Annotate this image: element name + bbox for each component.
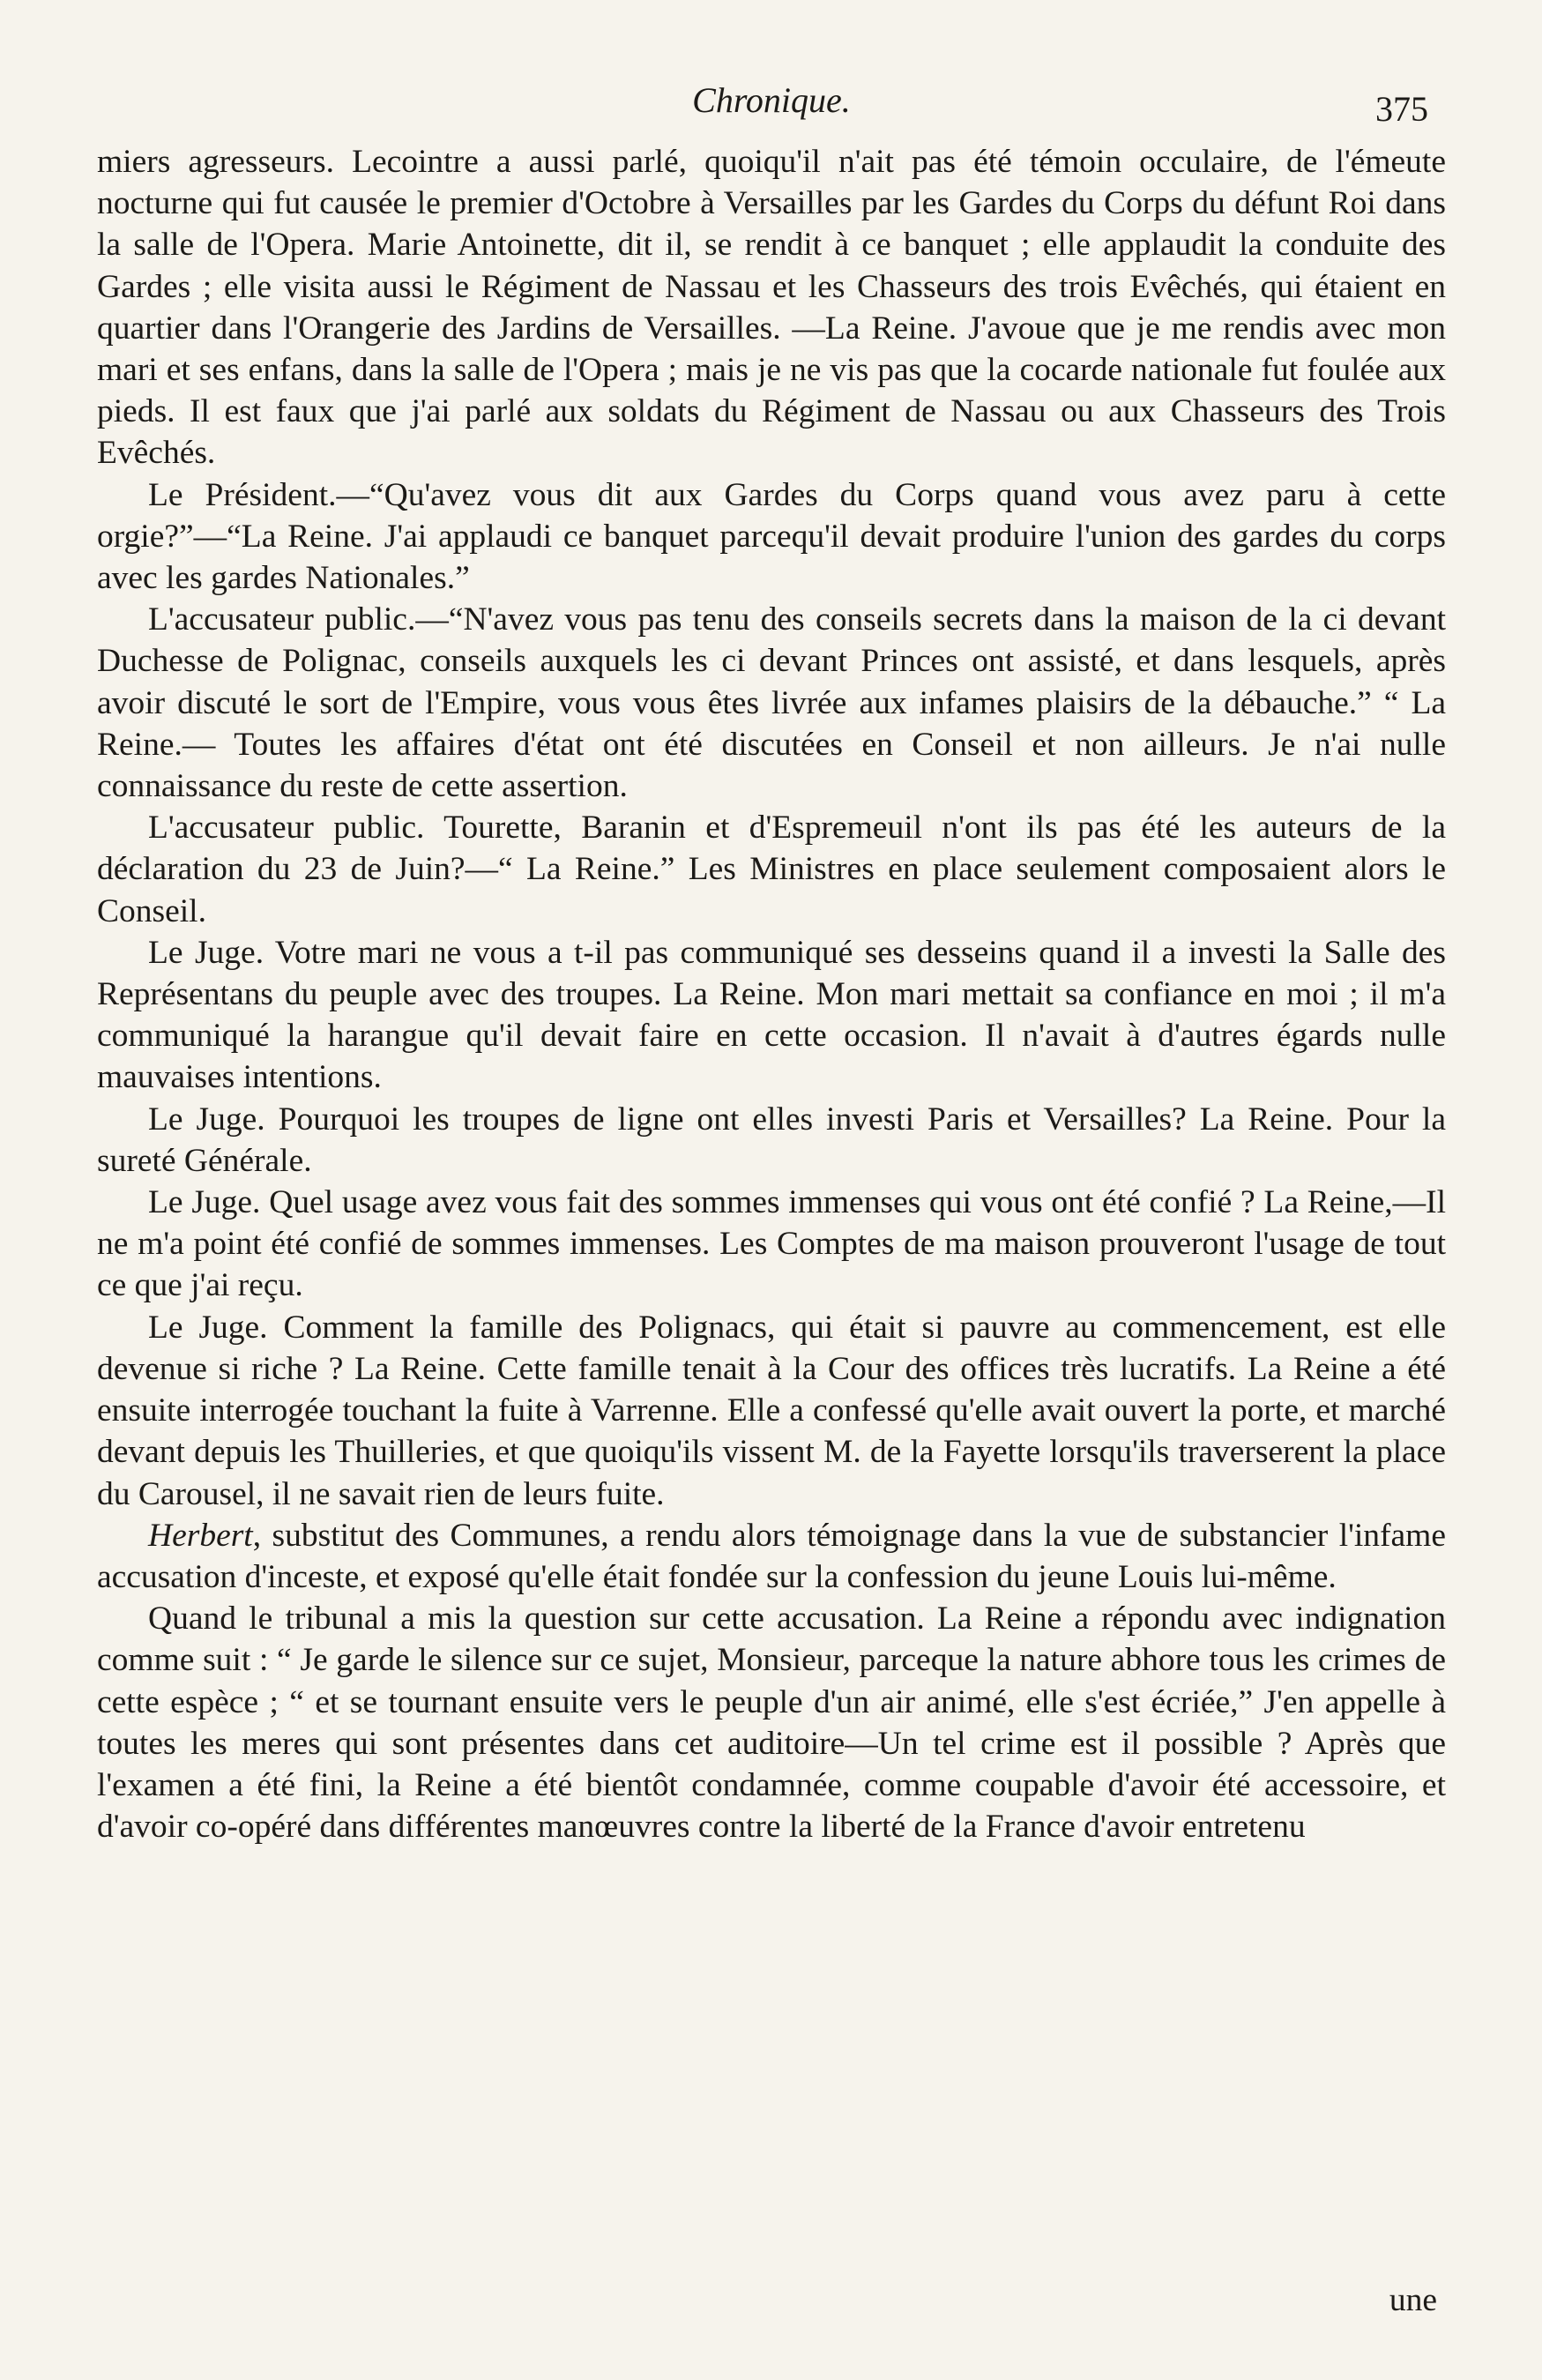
paragraph-8: Le Juge. Comment la famille des Polignacs, qui était si pauvre au commencement, est elle devenue si riche ? La Reine. Cette famille tenait à la Cour des offices très lucratifs. La Reine a été ensuite interrogée touchant la fuite à Varrenne. Elle a confessé qu'elle avait ouvert la porte, et marché devant depuis les Thuilleries, et que quoiqu'ils vissent M. de la Fayette lorsqu'ils traverserent la place du Carousel, il ne savait rien de leurs fuite. [97, 1309, 1446, 1512]
paragraph-4: L'accusateur public. Tourette, Baranin et d'Espremeuil n'ont ils pas été les auteurs de la déclaration du 23 de Juin?—“ La Reine.” Les Ministres en place seulement composaient alors le Conseil. [97, 809, 1446, 929]
paragraph-9-text: , substitut des Communes, a rendu alors témoignage dans la vue de substancier l'infame accusation d'inceste, et exposé qu'elle était fondée sur la confession du jeune Louis lui-même. [97, 1517, 1446, 1595]
paragraph-2: Le Président.—“Qu'avez vous dit aux Gardes du Corps quand vous avez paru à cette orgie?”—“La Reine. J'ai applaudi ce banquet parcequ'il devait produire l'union des gardes du corps avec les gardes Nationales.” [97, 476, 1446, 597]
paragraph-9 [97, 1515, 1446, 1598]
body-text [97, 141, 1446, 1847]
paragraph-3: L'accusateur public.—“N'avez vous pas tenu des conseils secrets dans la maison de la ci devant Duchesse de Polignac, conseils auxquels les ci devant Princes ont assisté, et dans lesquels, après avoir discuté le sort de l'Empire, vous vous êtes livrée aux infames plaisirs de la débauche.” “ La Reine.— Toutes les affaires d'état ont été discutées en Conseil et non ailleurs. Je n'ai nulle connaissance du reste de cette assertion. [97, 601, 1446, 805]
paragraph-1: miers agresseurs. Lecointre a aussi parlé, quoiqu'il n'ait pas été témoin occulaire, de l'émeute nocturne qui fut causée le premier d'Octobre à Versailles par les Gardes du Corps du défunt Roi dans la salle de l'Opera. Marie Antoinette, dit il, se rendit à ce banquet ; elle applaudit la conduite des Gardes ; elle visita aussi le Régiment de Nassau et les Chasseurs des trois Evêchés, qui étaient en quartier dans l'Orangerie des Jardins de Versailles. —La Reine. J'avoue que je me rendis avec mon mari et ses enfans, dans la salle de l'Opera ; mais je ne vis pas que la cocarde nationale fut foulée aux pieds. Il est faux que j'ai parlé aux soldats du Régiment de Nassau ou aux Chasseurs des Trois Evêchés. [97, 144, 1446, 472]
paragraph-7: Le Juge. Quel usage avez vous fait des sommes immenses qui vous ont été confié ? La Reine,—Il ne m'a point été confié de sommes immenses. Les Comptes de ma maison prouveront l'usage de tout ce que j'ai reçu. [97, 1184, 1446, 1304]
paragraph-5: Le Juge. Votre mari ne vous a t-il pas communiqué ses desseins quand il a investi la Salle des Représentans du peuple avec des troupes. La Reine. Mon mari mettait sa confiance en moi ; il m'a communiqué la harangue qu'il devait faire en cette occasion. Il n'avait à d'autres égards nulle mauvaises intentions. [97, 934, 1446, 1096]
running-title: Chronique. [692, 80, 851, 120]
paragraph-10: Quand le tribunal a mis la question sur cette accusation. La Reine a répondu avec indignation comme suit : “ Je garde le silence sur ce sujet, Monsieur, parceque la nature abhore tous les crimes de cette espèce ; “ et se tournant ensuite vers le peuple d'un air animé, elle s'est écriée,” J'en appelle à toutes les meres qui sont présentes dans cet auditoire—Un tel crime est il possible ? Après que l'examen a été fini, la Reine a été bientôt condamnée, comme coupable d'avoir été accessoire, et d'avoir co-opéré dans différentes manœuvres contre la liberté de la France d'avoir entretenu [97, 1600, 1446, 1846]
catchword: une [1389, 2282, 1437, 2318]
page-header [97, 71, 1446, 141]
name-herbert: Herbert [148, 1517, 253, 1554]
page-number: 375 [1375, 89, 1428, 129]
paragraph-6: Le Juge. Pourquoi les troupes de ligne ont elles investi Paris et Versailles? La Reine. Pour la sureté Générale. [97, 1100, 1446, 1179]
page [97, 71, 1446, 2328]
